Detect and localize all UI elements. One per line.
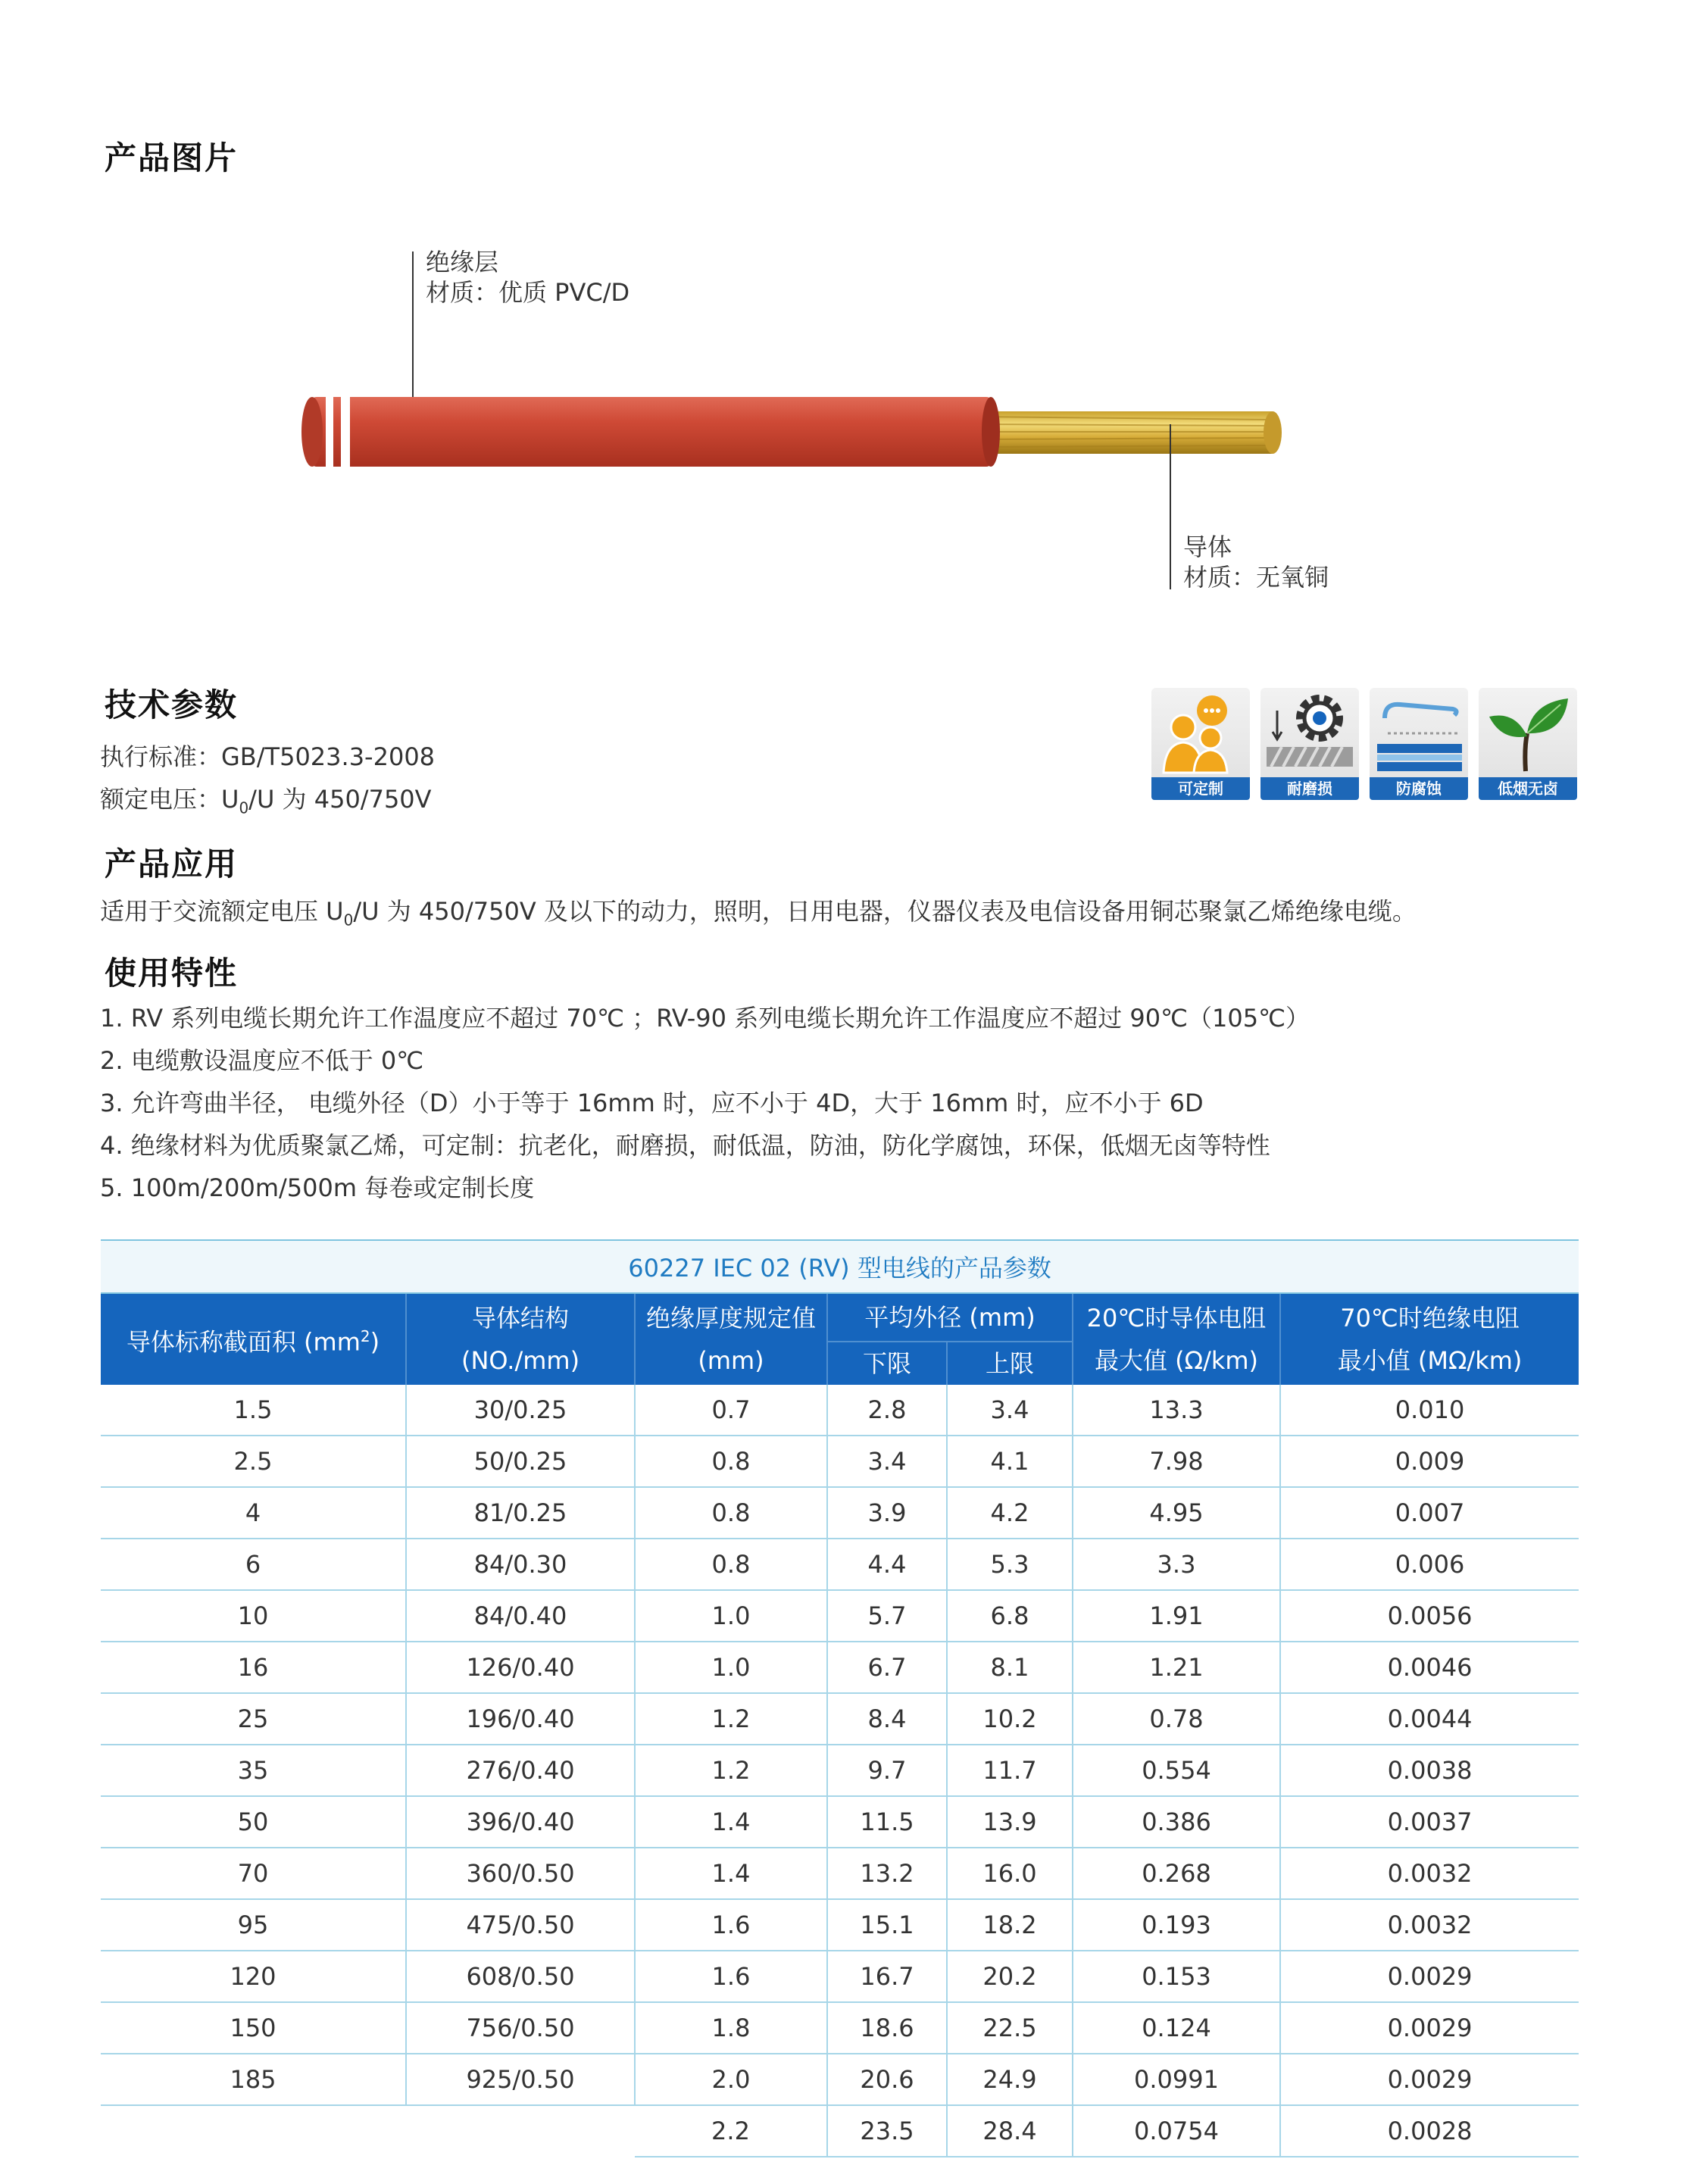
badge-label: 防腐蚀 — [1370, 777, 1468, 800]
table-cell: 11.7 — [947, 1745, 1073, 1796]
table-cell: 0.0038 — [1280, 1745, 1579, 1796]
application-text: 适用于交流额定电压 $U_0/U$ 为 450/750V 及以下的动力，照明，日用电器，仪器仪表及电信设备用铜芯聚氯乙烯绝缘电缆。 — [100, 897, 1417, 930]
rated-voltage-text: 额定电压：$U_0/U$ 为 450/750V — [100, 785, 432, 817]
table-cell: 150 — [101, 2002, 406, 2054]
table-cell: 20.6 — [827, 2054, 947, 2105]
table-cell: 3.9 — [827, 1487, 947, 1539]
table-row — [101, 1642, 1579, 1693]
section-title-product-image: 产品图片 — [105, 139, 239, 177]
table-cell: 3.4 — [827, 1436, 947, 1487]
table-cell: 1.6 — [635, 1951, 827, 2002]
insulation-callout — [426, 247, 629, 308]
table-cell: 8.4 — [827, 1693, 947, 1745]
table-cell: 5.3 — [947, 1539, 1073, 1590]
badge-label: 低烟无卤 — [1479, 777, 1577, 800]
table-cell: 0.0029 — [1280, 1951, 1579, 2002]
standard-text: 执行标准：GB/T5023.3-2008 — [100, 742, 436, 771]
section-title-application: 产品应用 — [105, 845, 239, 883]
table-cell: 18.2 — [947, 1899, 1073, 1951]
table-row — [101, 1951, 1579, 2002]
table-cell: 0.8 — [635, 1487, 827, 1539]
table-cell: 0.0046 — [1280, 1642, 1579, 1693]
feature-item: 3. 允许弯曲半径， 电缆外径（D）小于等于 16mm 时，应不小于 4D，大于 16mm 时，应不小于 6D — [100, 1089, 1204, 1117]
col-header-upper: 上限 — [947, 1342, 1073, 1385]
table-cell: 1.0 — [635, 1590, 827, 1642]
table-cell: 120 — [101, 1951, 406, 2002]
table-cell: 13.2 — [827, 1848, 947, 1899]
table-cell: 0.0032 — [1280, 1848, 1579, 1899]
table-row — [101, 1848, 1579, 1899]
table-cell: 396/0.40 — [406, 1796, 635, 1848]
table-cell — [406, 2105, 635, 2157]
table-cell: 6 — [101, 1539, 406, 1590]
table-cell: 0.006 — [1280, 1539, 1579, 1590]
section-title-tech-params: 技术参数 — [105, 686, 239, 723]
table-cell: 1.0 — [635, 1642, 827, 1693]
table-cell: 1.8 — [635, 2002, 827, 2054]
section-title-features: 使用特性 — [105, 955, 239, 992]
low-smoke-leaf-icon — [1479, 688, 1577, 779]
table-cell: 1.2 — [635, 1693, 827, 1745]
badge-wear-resistant — [1260, 688, 1359, 801]
table-cell: 16.7 — [827, 1951, 947, 2002]
table-cell: 756/0.50 — [406, 2002, 635, 2054]
table-cell: 0.193 — [1073, 1899, 1280, 1951]
table-row — [101, 1539, 1579, 1590]
table-cell: 4.95 — [1073, 1487, 1280, 1539]
table-cell: 2.0 — [635, 2054, 827, 2105]
feature-item: 2. 电缆敷设温度应不低于 0℃ — [100, 1046, 424, 1075]
table-cell: 185 — [101, 2054, 406, 2105]
table-cell: 1.2 — [635, 1745, 827, 1796]
table-cell: 11.5 — [827, 1796, 947, 1848]
table-caption: 60227 IEC 02 (RV) 型电线的产品参数 — [101, 1240, 1579, 1293]
feature-item: 1. RV 系列电缆长期允许工作温度应不超过 70℃ ；RV-90 系列电缆长期允许工作温度应不超过 90℃（105℃） — [100, 1004, 1310, 1033]
conductor-strands — [977, 411, 1282, 454]
badge-label: 可定制 — [1151, 777, 1250, 800]
table-cell: 81/0.25 — [406, 1487, 635, 1539]
table-row — [101, 1487, 1579, 1539]
insulation-title: 绝缘层 — [426, 248, 499, 277]
insulation-jacket — [301, 397, 1000, 467]
badge-label: 耐磨损 — [1260, 777, 1359, 800]
col-header-resistance: 20℃时导体电阻 最大值 (Ω/km) — [1073, 1293, 1280, 1385]
table-cell: 1.91 — [1073, 1590, 1280, 1642]
table-row — [101, 1693, 1579, 1745]
table-cell: 0.268 — [1073, 1848, 1280, 1899]
table-cell: 18.6 — [827, 2002, 947, 2054]
feature-item: 5. 100m/200m/500m 每卷或定制长度 — [100, 1173, 535, 1202]
table-cell: 0.8 — [635, 1436, 827, 1487]
conductor-title: 导体 — [1183, 533, 1232, 561]
table-cell: 0.010 — [1280, 1385, 1579, 1436]
table-cell: 5.7 — [827, 1590, 947, 1642]
table-cell: 25 — [101, 1693, 406, 1745]
table-cell: 22.5 — [947, 2002, 1073, 2054]
table-cell: 4.4 — [827, 1539, 947, 1590]
table-cell: 20.2 — [947, 1951, 1073, 2002]
table-cell: 8.1 — [947, 1642, 1073, 1693]
table-cell: 925/0.50 — [406, 2054, 635, 2105]
table-cell: 6.7 — [827, 1642, 947, 1693]
table-cell: 35 — [101, 1745, 406, 1796]
table-cell: 0.8 — [635, 1539, 827, 1590]
wear-resistant-gear-icon — [1260, 688, 1359, 779]
table-cell: 0.153 — [1073, 1951, 1280, 2002]
table-cell: 50 — [101, 1796, 406, 1848]
table-row — [101, 1796, 1579, 1848]
table-row — [101, 2002, 1579, 2054]
table-cell: 0.0028 — [1280, 2105, 1579, 2157]
table-cell: 0.78 — [1073, 1693, 1280, 1745]
table-cell: 0.007 — [1280, 1487, 1579, 1539]
table-cell: 0.0029 — [1280, 2054, 1579, 2105]
table-cell: 0.0991 — [1073, 2054, 1280, 2105]
table-row — [101, 1385, 1579, 1436]
table-cell: 276/0.40 — [406, 1745, 635, 1796]
product-parameters-table — [101, 1239, 1579, 2157]
table-cell: 84/0.40 — [406, 1590, 635, 1642]
table-cell: 0.124 — [1073, 2002, 1280, 2054]
table-body — [101, 1385, 1579, 2157]
table-cell: 13.3 — [1073, 1385, 1280, 1436]
conductor-callout — [1183, 532, 1329, 592]
col-header-structure: 导体结构 (NO./mm) — [406, 1293, 635, 1385]
table-cell: 15.1 — [827, 1899, 947, 1951]
feature-item: 4. 绝缘材料为优质聚氯乙烯，可定制：抗老化，耐磨损，耐低温，防油，防化学腐蚀，环保，低烟无卤等特性 — [100, 1131, 1270, 1160]
col-header-area: 导体标称截面积 $(mm^2)$ — [101, 1293, 406, 1385]
table-cell: 0.009 — [1280, 1436, 1579, 1487]
table-cell: 1.6 — [635, 1899, 827, 1951]
table-cell: 4.2 — [947, 1487, 1073, 1539]
table-cell: 2.5 — [101, 1436, 406, 1487]
col-header-avg-diameter: 平均外径 (mm) — [827, 1293, 1073, 1342]
table-row — [101, 1899, 1579, 1951]
conductor-material: 材质：无氧铜 — [1183, 563, 1329, 592]
table-cell: 9.7 — [827, 1745, 947, 1796]
table-cell: 1.4 — [635, 1796, 827, 1848]
table-cell: 360/0.50 — [406, 1848, 635, 1899]
table-cell: 16.0 — [947, 1848, 1073, 1899]
table-cell: 10 — [101, 1590, 406, 1642]
table-cell: 0.386 — [1073, 1796, 1280, 1848]
table-cell: 2.2 — [635, 2105, 827, 2157]
table-cell: 1.4 — [635, 1848, 827, 1899]
table-cell: 0.0056 — [1280, 1590, 1579, 1642]
table-row — [101, 1590, 1579, 1642]
table-cell: 1.5 — [101, 1385, 406, 1436]
table-cell: 13.9 — [947, 1796, 1073, 1848]
table-cell: 0.0037 — [1280, 1796, 1579, 1848]
table-cell: 126/0.40 — [406, 1642, 635, 1693]
table-cell: 70 — [101, 1848, 406, 1899]
cable-illustration — [295, 386, 1371, 477]
table-cell: 2.8 — [827, 1385, 947, 1436]
table-row — [101, 1436, 1579, 1487]
table-row — [101, 2054, 1579, 2105]
table-cell: 3.3 — [1073, 1539, 1280, 1590]
table-cell: 30/0.25 — [406, 1385, 635, 1436]
table-cell: 196/0.40 — [406, 1693, 635, 1745]
table-cell: 0.554 — [1073, 1745, 1280, 1796]
table-cell: 1.21 — [1073, 1642, 1280, 1693]
table-cell — [101, 2105, 406, 2157]
table-cell: 10.2 — [947, 1693, 1073, 1745]
table-row — [101, 2105, 1579, 2157]
table-cell: 28.4 — [947, 2105, 1073, 2157]
table-cell: 0.7 — [635, 1385, 827, 1436]
table-cell: 608/0.50 — [406, 1951, 635, 2002]
conductor-leader-line — [1170, 424, 1171, 589]
col-header-insulation-thickness: 绝缘厚度规定值 (mm) — [635, 1293, 827, 1385]
anti-corrosion-icon — [1370, 688, 1468, 779]
table-cell: 6.8 — [947, 1590, 1073, 1642]
table-cell: 24.9 — [947, 2054, 1073, 2105]
table-cell: 84/0.30 — [406, 1539, 635, 1590]
customizable-people-icon — [1151, 688, 1250, 779]
table-cell: 50/0.25 — [406, 1436, 635, 1487]
table-cell: 95 — [101, 1899, 406, 1951]
badge-low-smoke-halogen-free — [1479, 688, 1577, 801]
table-cell: 23.5 — [827, 2105, 947, 2157]
table-cell: 475/0.50 — [406, 1899, 635, 1951]
table-cell: 4.1 — [947, 1436, 1073, 1487]
table-cell: 0.0029 — [1280, 2002, 1579, 2054]
table-cell: 16 — [101, 1642, 406, 1693]
table-cell: 3.4 — [947, 1385, 1073, 1436]
col-header-lower: 下限 — [827, 1342, 947, 1385]
table-cell: 0.0032 — [1280, 1899, 1579, 1951]
table-cell: 7.98 — [1073, 1436, 1280, 1487]
table-cell: 0.0044 — [1280, 1693, 1579, 1745]
table-cell: 0.0754 — [1073, 2105, 1280, 2157]
col-header-insulation-resistance: 70℃时绝缘电阻 最小值 (MΩ/km) — [1280, 1293, 1579, 1385]
features-list — [100, 997, 1310, 1209]
insulation-material: 材质：优质 PVC/D — [426, 278, 630, 307]
table-row — [101, 1745, 1579, 1796]
badge-customizable — [1151, 688, 1250, 801]
table-cell: 4 — [101, 1487, 406, 1539]
badge-anti-corrosion — [1370, 688, 1468, 801]
